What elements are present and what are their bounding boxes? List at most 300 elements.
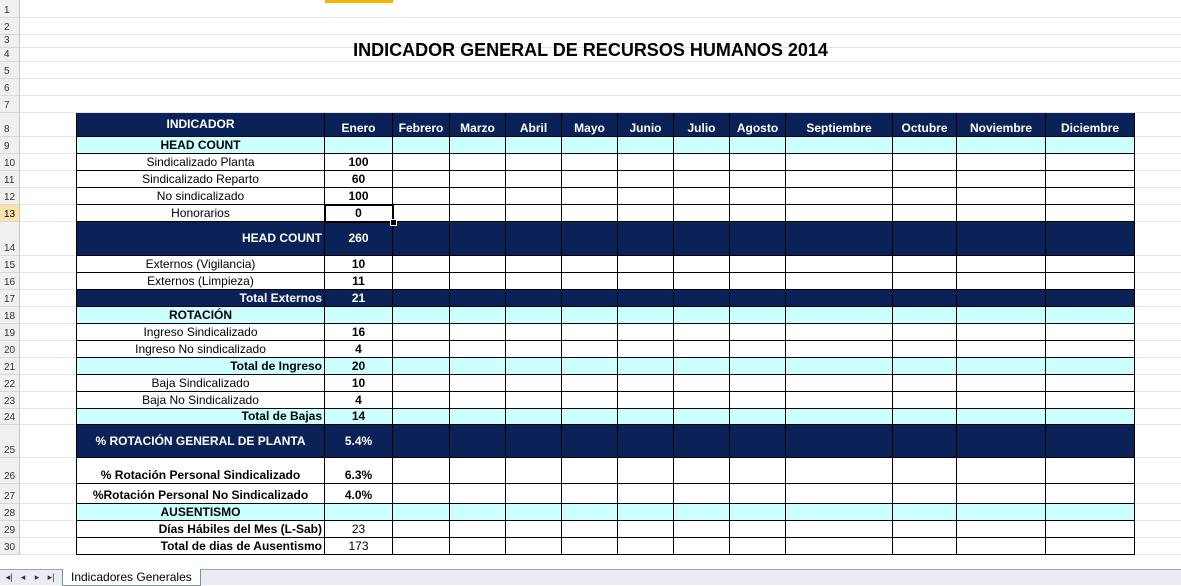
month-value-cell[interactable]	[618, 358, 674, 375]
row-header-11[interactable]: 11	[0, 171, 20, 188]
month-header-cell[interactable]: Mayo	[562, 113, 618, 137]
month-value-cell[interactable]	[893, 324, 957, 341]
month-value-cell[interactable]	[618, 273, 674, 290]
month-value-cell[interactable]	[674, 222, 730, 256]
month-value-cell[interactable]	[618, 154, 674, 171]
month-value-cell[interactable]	[957, 307, 1046, 324]
month-value-cell[interactable]	[893, 392, 957, 409]
month-value-cell[interactable]	[730, 324, 786, 341]
month-value-cell[interactable]	[893, 222, 957, 256]
month-value-cell[interactable]	[562, 222, 618, 256]
month-value-cell[interactable]: 14	[325, 409, 393, 425]
month-value-cell[interactable]	[674, 409, 730, 425]
month-value-cell[interactable]	[450, 425, 506, 458]
month-value-cell[interactable]	[562, 341, 618, 358]
month-value-cell[interactable]	[957, 458, 1046, 484]
row-header-28[interactable]: 28	[0, 504, 20, 521]
month-value-cell[interactable]	[786, 188, 893, 205]
month-value-cell[interactable]	[1046, 375, 1135, 392]
indicator-label-cell[interactable]: %Rotación Personal No Sindicalizado	[76, 484, 325, 504]
month-value-cell[interactable]	[393, 538, 450, 555]
month-value-cell[interactable]	[618, 341, 674, 358]
month-value-cell[interactable]	[786, 273, 893, 290]
month-value-cell[interactable]	[786, 324, 893, 341]
indicator-label-cell[interactable]: Externos (Vigilancia)	[76, 256, 325, 273]
month-value-cell[interactable]	[506, 154, 562, 171]
month-value-cell[interactable]	[1046, 425, 1135, 458]
row-header-12[interactable]: 12	[0, 188, 20, 205]
month-value-cell[interactable]	[450, 324, 506, 341]
month-value-cell[interactable]	[450, 392, 506, 409]
month-value-cell[interactable]	[674, 256, 730, 273]
month-value-cell[interactable]	[562, 375, 618, 392]
month-value-cell[interactable]	[786, 222, 893, 256]
month-value-cell[interactable]	[786, 484, 893, 504]
month-value-cell[interactable]	[506, 256, 562, 273]
month-value-cell[interactable]	[562, 358, 618, 375]
month-value-cell[interactable]	[786, 358, 893, 375]
month-value-cell[interactable]	[786, 290, 893, 307]
month-value-cell[interactable]	[562, 256, 618, 273]
month-value-cell[interactable]	[393, 504, 450, 521]
month-value-cell[interactable]	[506, 358, 562, 375]
month-value-cell[interactable]	[450, 273, 506, 290]
row-header-20[interactable]: 20	[0, 341, 20, 358]
row-header-2[interactable]: 2	[0, 18, 20, 35]
month-value-cell[interactable]	[730, 458, 786, 484]
month-value-cell[interactable]	[618, 324, 674, 341]
month-value-cell[interactable]	[786, 205, 893, 222]
fill-handle[interactable]	[390, 219, 397, 226]
month-value-cell[interactable]	[325, 504, 393, 521]
month-value-cell[interactable]	[506, 425, 562, 458]
month-value-cell[interactable]: 4	[325, 392, 393, 409]
row-header-13[interactable]: 13	[0, 205, 20, 222]
row-header-26[interactable]: 26	[0, 458, 20, 484]
month-value-cell[interactable]	[393, 324, 450, 341]
row-header-24[interactable]: 24	[0, 409, 20, 425]
month-value-cell[interactable]	[786, 425, 893, 458]
indicator-label-cell[interactable]: Total Externos	[76, 290, 325, 307]
month-value-cell[interactable]	[618, 307, 674, 324]
month-header-cell[interactable]: Agosto	[730, 113, 786, 137]
month-value-cell[interactable]	[1046, 484, 1135, 504]
month-value-cell[interactable]	[450, 484, 506, 504]
month-header-cell[interactable]: Julio	[674, 113, 730, 137]
month-value-cell[interactable]	[786, 538, 893, 555]
month-value-cell[interactable]	[730, 358, 786, 375]
month-value-cell[interactable]	[957, 392, 1046, 409]
sheet-tab-indicadores-generales[interactable]: Indicadores Generales	[62, 569, 201, 586]
month-value-cell[interactable]	[893, 484, 957, 504]
month-value-cell[interactable]	[957, 205, 1046, 222]
month-header-cell[interactable]: Noviembre	[957, 113, 1046, 137]
month-value-cell[interactable]	[618, 484, 674, 504]
indicator-label-cell[interactable]: Baja Sindicalizado	[76, 375, 325, 392]
month-value-cell[interactable]	[450, 154, 506, 171]
month-value-cell[interactable]	[730, 256, 786, 273]
row-header-25[interactable]: 25	[0, 425, 20, 458]
month-value-cell[interactable]	[393, 458, 450, 484]
month-value-cell[interactable]: 100	[325, 154, 393, 171]
month-header-cell[interactable]: Marzo	[450, 113, 506, 137]
month-value-cell[interactable]	[1046, 504, 1135, 521]
month-value-cell[interactable]	[506, 484, 562, 504]
month-value-cell[interactable]	[674, 137, 730, 154]
month-value-cell[interactable]	[1046, 307, 1135, 324]
month-value-cell[interactable]	[562, 273, 618, 290]
month-value-cell[interactable]	[957, 484, 1046, 504]
indicator-label-cell[interactable]: Baja No Sindicalizado	[76, 392, 325, 409]
month-value-cell[interactable]	[506, 521, 562, 538]
month-value-cell[interactable]: 173	[325, 538, 393, 555]
month-value-cell[interactable]	[562, 521, 618, 538]
month-value-cell[interactable]	[786, 409, 893, 425]
month-value-cell[interactable]	[957, 341, 1046, 358]
month-value-cell[interactable]	[957, 521, 1046, 538]
month-value-cell[interactable]	[730, 409, 786, 425]
month-value-cell[interactable]	[450, 205, 506, 222]
indicator-label-cell[interactable]: Ingreso Sindicalizado	[76, 324, 325, 341]
last-sheet-icon[interactable]: ▸|	[47, 572, 55, 582]
month-value-cell[interactable]	[957, 375, 1046, 392]
month-value-cell[interactable]	[450, 409, 506, 425]
indicator-label-cell[interactable]: HEAD COUNT	[76, 137, 325, 154]
month-value-cell[interactable]	[1046, 205, 1135, 222]
row-header-23[interactable]: 23	[0, 392, 20, 409]
month-value-cell[interactable]	[562, 154, 618, 171]
month-value-cell[interactable]	[674, 205, 730, 222]
month-value-cell[interactable]	[674, 307, 730, 324]
row-header-4[interactable]: 4	[0, 48, 20, 62]
indicator-label-cell[interactable]: INDICADOR	[76, 113, 325, 137]
indicator-label-cell[interactable]: AUSENTISMO	[76, 504, 325, 521]
month-value-cell[interactable]	[893, 137, 957, 154]
row-header-15[interactable]: 15	[0, 256, 20, 273]
month-value-cell[interactable]	[786, 341, 893, 358]
month-value-cell[interactable]	[1046, 458, 1135, 484]
month-value-cell[interactable]	[1046, 392, 1135, 409]
month-value-cell[interactable]	[618, 409, 674, 425]
indicator-label-cell[interactable]: Sindicalizado Reparto	[76, 171, 325, 188]
month-value-cell[interactable]	[1046, 409, 1135, 425]
month-value-cell[interactable]	[674, 273, 730, 290]
month-value-cell[interactable]	[393, 222, 450, 256]
month-value-cell[interactable]	[957, 154, 1046, 171]
month-value-cell[interactable]	[393, 392, 450, 409]
month-value-cell[interactable]	[450, 375, 506, 392]
month-value-cell[interactable]	[674, 171, 730, 188]
month-value-cell[interactable]	[450, 307, 506, 324]
month-value-cell[interactable]	[730, 154, 786, 171]
month-value-cell[interactable]: 6.3%	[325, 458, 393, 484]
month-value-cell[interactable]	[393, 358, 450, 375]
month-value-cell[interactable]: 60	[325, 171, 393, 188]
month-value-cell[interactable]	[1046, 341, 1135, 358]
month-value-cell[interactable]	[674, 358, 730, 375]
month-value-cell[interactable]	[730, 222, 786, 256]
month-value-cell[interactable]	[674, 341, 730, 358]
indicator-label-cell[interactable]: Sindicalizado Planta	[76, 154, 325, 171]
month-value-cell[interactable]	[1046, 154, 1135, 171]
month-value-cell[interactable]	[393, 137, 450, 154]
month-value-cell[interactable]	[618, 256, 674, 273]
month-value-cell[interactable]	[957, 137, 1046, 154]
month-value-cell[interactable]: 5.4%	[325, 425, 393, 458]
month-header-cell[interactable]: Septiembre	[786, 113, 893, 137]
month-value-cell[interactable]	[506, 392, 562, 409]
month-value-cell[interactable]: 23	[325, 521, 393, 538]
month-value-cell[interactable]	[893, 458, 957, 484]
month-value-cell[interactable]	[893, 409, 957, 425]
month-value-cell[interactable]: 21	[325, 290, 393, 307]
month-value-cell[interactable]	[618, 205, 674, 222]
row-header-8[interactable]: 8	[0, 113, 20, 137]
month-value-cell[interactable]	[674, 521, 730, 538]
month-value-cell[interactable]	[674, 484, 730, 504]
month-value-cell[interactable]	[1046, 324, 1135, 341]
month-value-cell[interactable]	[562, 458, 618, 484]
month-value-cell[interactable]	[562, 504, 618, 521]
month-value-cell[interactable]	[618, 425, 674, 458]
indicator-label-cell[interactable]: Externos (Limpieza)	[76, 273, 325, 290]
month-value-cell[interactable]	[562, 171, 618, 188]
month-value-cell[interactable]	[393, 341, 450, 358]
row-header-5[interactable]: 5	[0, 62, 20, 79]
month-value-cell[interactable]	[674, 504, 730, 521]
month-value-cell[interactable]	[393, 256, 450, 273]
month-value-cell[interactable]	[393, 273, 450, 290]
month-value-cell[interactable]	[393, 290, 450, 307]
month-value-cell[interactable]	[393, 409, 450, 425]
row-header-27[interactable]: 27	[0, 484, 20, 504]
month-value-cell[interactable]	[1046, 538, 1135, 555]
month-value-cell[interactable]	[957, 273, 1046, 290]
month-value-cell[interactable]	[506, 458, 562, 484]
month-value-cell[interactable]	[730, 484, 786, 504]
month-value-cell[interactable]	[506, 290, 562, 307]
month-value-cell[interactable]	[325, 137, 393, 154]
row-header-21[interactable]: 21	[0, 358, 20, 375]
month-value-cell[interactable]	[618, 392, 674, 409]
month-value-cell[interactable]	[562, 409, 618, 425]
month-header-cell[interactable]: Octubre	[893, 113, 957, 137]
indicator-label-cell[interactable]: Ingreso No sindicalizado	[76, 341, 325, 358]
month-value-cell[interactable]	[957, 171, 1046, 188]
month-value-cell[interactable]	[562, 188, 618, 205]
month-value-cell[interactable]	[618, 538, 674, 555]
next-sheet-icon[interactable]: ▸	[34, 572, 40, 582]
month-value-cell[interactable]	[562, 425, 618, 458]
month-value-cell[interactable]	[506, 222, 562, 256]
month-value-cell[interactable]: 11	[325, 273, 393, 290]
row-header-6[interactable]: 6	[0, 79, 20, 96]
row-header-10[interactable]: 10	[0, 154, 20, 171]
indicator-label-cell[interactable]: Días Hábiles del Mes (L-Sab)	[76, 521, 325, 538]
month-value-cell[interactable]	[1046, 273, 1135, 290]
month-value-cell[interactable]	[893, 256, 957, 273]
month-value-cell[interactable]	[674, 538, 730, 555]
month-value-cell[interactable]	[957, 188, 1046, 205]
row-header-14[interactable]: 14	[0, 222, 20, 256]
month-value-cell[interactable]	[393, 425, 450, 458]
row-header-19[interactable]: 19	[0, 324, 20, 341]
month-value-cell[interactable]: 10	[325, 375, 393, 392]
month-value-cell[interactable]	[674, 375, 730, 392]
month-value-cell[interactable]	[786, 375, 893, 392]
prev-sheet-icon[interactable]: ◂	[20, 572, 26, 582]
month-value-cell[interactable]	[1046, 358, 1135, 375]
indicator-label-cell[interactable]: Honorarios	[76, 205, 325, 222]
month-value-cell[interactable]	[957, 324, 1046, 341]
month-value-cell[interactable]	[393, 521, 450, 538]
month-value-cell[interactable]	[730, 290, 786, 307]
month-value-cell[interactable]	[730, 392, 786, 409]
month-value-cell[interactable]	[893, 273, 957, 290]
indicator-label-cell[interactable]: Total de Ingreso	[76, 358, 325, 375]
month-value-cell[interactable]	[893, 538, 957, 555]
month-value-cell[interactable]	[786, 154, 893, 171]
month-value-cell[interactable]	[506, 504, 562, 521]
month-value-cell[interactable]	[618, 458, 674, 484]
month-value-cell[interactable]	[893, 425, 957, 458]
month-value-cell[interactable]: 4.0%	[325, 484, 393, 504]
month-value-cell[interactable]	[562, 392, 618, 409]
month-value-cell[interactable]	[562, 290, 618, 307]
month-value-cell[interactable]	[618, 521, 674, 538]
month-value-cell[interactable]	[957, 504, 1046, 521]
month-value-cell[interactable]	[730, 425, 786, 458]
month-value-cell[interactable]	[730, 521, 786, 538]
month-value-cell[interactable]	[393, 188, 450, 205]
month-value-cell[interactable]: 4	[325, 341, 393, 358]
month-value-cell[interactable]	[893, 307, 957, 324]
month-value-cell[interactable]	[1046, 290, 1135, 307]
month-value-cell[interactable]	[393, 375, 450, 392]
month-value-cell[interactable]	[450, 458, 506, 484]
month-value-cell[interactable]	[618, 188, 674, 205]
month-value-cell[interactable]	[506, 137, 562, 154]
indicator-label-cell[interactable]: HEAD COUNT	[76, 222, 325, 256]
month-value-cell[interactable]	[325, 307, 393, 324]
row-header-7[interactable]: 7	[0, 96, 20, 113]
month-value-cell[interactable]	[450, 256, 506, 273]
month-value-cell[interactable]	[957, 409, 1046, 425]
month-value-cell[interactable]	[562, 307, 618, 324]
row-header-17[interactable]: 17	[0, 290, 20, 307]
month-value-cell[interactable]	[450, 521, 506, 538]
month-header-cell[interactable]: Abril	[506, 113, 562, 137]
month-value-cell[interactable]	[506, 341, 562, 358]
month-value-cell[interactable]	[393, 307, 450, 324]
month-value-cell[interactable]: 100	[325, 188, 393, 205]
month-value-cell[interactable]	[618, 375, 674, 392]
month-header-cell[interactable]: Junio	[618, 113, 674, 137]
month-value-cell[interactable]: 16	[325, 324, 393, 341]
month-value-cell[interactable]	[786, 521, 893, 538]
month-value-cell[interactable]	[393, 154, 450, 171]
row-header-9[interactable]: 9	[0, 137, 20, 154]
month-value-cell[interactable]	[393, 205, 450, 222]
month-value-cell[interactable]: 260	[325, 222, 393, 256]
month-value-cell[interactable]	[506, 375, 562, 392]
row-header-22[interactable]: 22	[0, 375, 20, 392]
month-value-cell[interactable]	[893, 205, 957, 222]
month-value-cell[interactable]	[957, 256, 1046, 273]
row-header-18[interactable]: 18	[0, 307, 20, 324]
first-sheet-icon[interactable]: ◂|	[5, 572, 13, 582]
month-value-cell[interactable]	[618, 290, 674, 307]
row-header-30[interactable]: 30	[0, 538, 20, 555]
indicator-label-cell[interactable]: ROTACIÓN	[76, 307, 325, 324]
indicator-label-cell[interactable]: Total de dias de Ausentismo	[76, 538, 325, 555]
month-value-cell[interactable]	[506, 538, 562, 555]
month-value-cell[interactable]	[957, 538, 1046, 555]
month-value-cell[interactable]	[562, 324, 618, 341]
month-value-cell[interactable]	[674, 324, 730, 341]
month-value-cell[interactable]	[786, 256, 893, 273]
indicator-label-cell[interactable]: % ROTACIÓN GENERAL DE PLANTA	[76, 425, 325, 458]
month-value-cell[interactable]	[674, 392, 730, 409]
month-value-cell[interactable]	[393, 171, 450, 188]
indicator-label-cell[interactable]: Total de Bajas	[76, 409, 325, 425]
month-header-cell[interactable]: Diciembre	[1046, 113, 1135, 137]
month-value-cell[interactable]	[450, 188, 506, 205]
month-value-cell[interactable]	[730, 375, 786, 392]
month-header-cell[interactable]: Febrero	[393, 113, 450, 137]
month-value-cell[interactable]	[893, 154, 957, 171]
month-value-cell[interactable]	[506, 324, 562, 341]
month-value-cell[interactable]	[1046, 171, 1135, 188]
month-value-cell[interactable]	[786, 458, 893, 484]
month-value-cell[interactable]	[450, 171, 506, 188]
month-value-cell[interactable]	[674, 458, 730, 484]
month-value-cell[interactable]	[618, 222, 674, 256]
month-value-cell[interactable]	[730, 171, 786, 188]
month-value-cell[interactable]	[450, 290, 506, 307]
month-value-cell[interactable]	[674, 425, 730, 458]
month-value-cell[interactable]	[730, 137, 786, 154]
month-value-cell[interactable]	[1046, 137, 1135, 154]
indicator-label-cell[interactable]: % Rotación Personal Sindicalizado	[76, 458, 325, 484]
month-value-cell[interactable]: 20	[325, 358, 393, 375]
month-value-cell[interactable]	[893, 504, 957, 521]
month-value-cell[interactable]	[562, 484, 618, 504]
month-value-cell[interactable]	[893, 290, 957, 307]
month-value-cell[interactable]	[957, 222, 1046, 256]
row-header-29[interactable]: 29	[0, 521, 20, 538]
month-value-cell[interactable]	[957, 425, 1046, 458]
month-value-cell[interactable]	[674, 188, 730, 205]
row-header-16[interactable]: 16	[0, 273, 20, 290]
month-value-cell[interactable]	[1046, 222, 1135, 256]
month-value-cell[interactable]: 0	[325, 205, 393, 222]
month-value-cell[interactable]	[562, 137, 618, 154]
month-value-cell[interactable]	[786, 171, 893, 188]
month-value-cell[interactable]	[450, 137, 506, 154]
month-value-cell[interactable]	[730, 307, 786, 324]
month-value-cell[interactable]	[786, 137, 893, 154]
row-header-1[interactable]: 1	[0, 0, 20, 18]
month-value-cell[interactable]	[506, 409, 562, 425]
month-value-cell[interactable]	[730, 341, 786, 358]
month-value-cell[interactable]	[450, 341, 506, 358]
month-value-cell[interactable]	[893, 358, 957, 375]
month-value-cell[interactable]	[393, 484, 450, 504]
month-value-cell[interactable]	[506, 205, 562, 222]
month-value-cell[interactable]	[506, 273, 562, 290]
month-value-cell[interactable]	[957, 358, 1046, 375]
